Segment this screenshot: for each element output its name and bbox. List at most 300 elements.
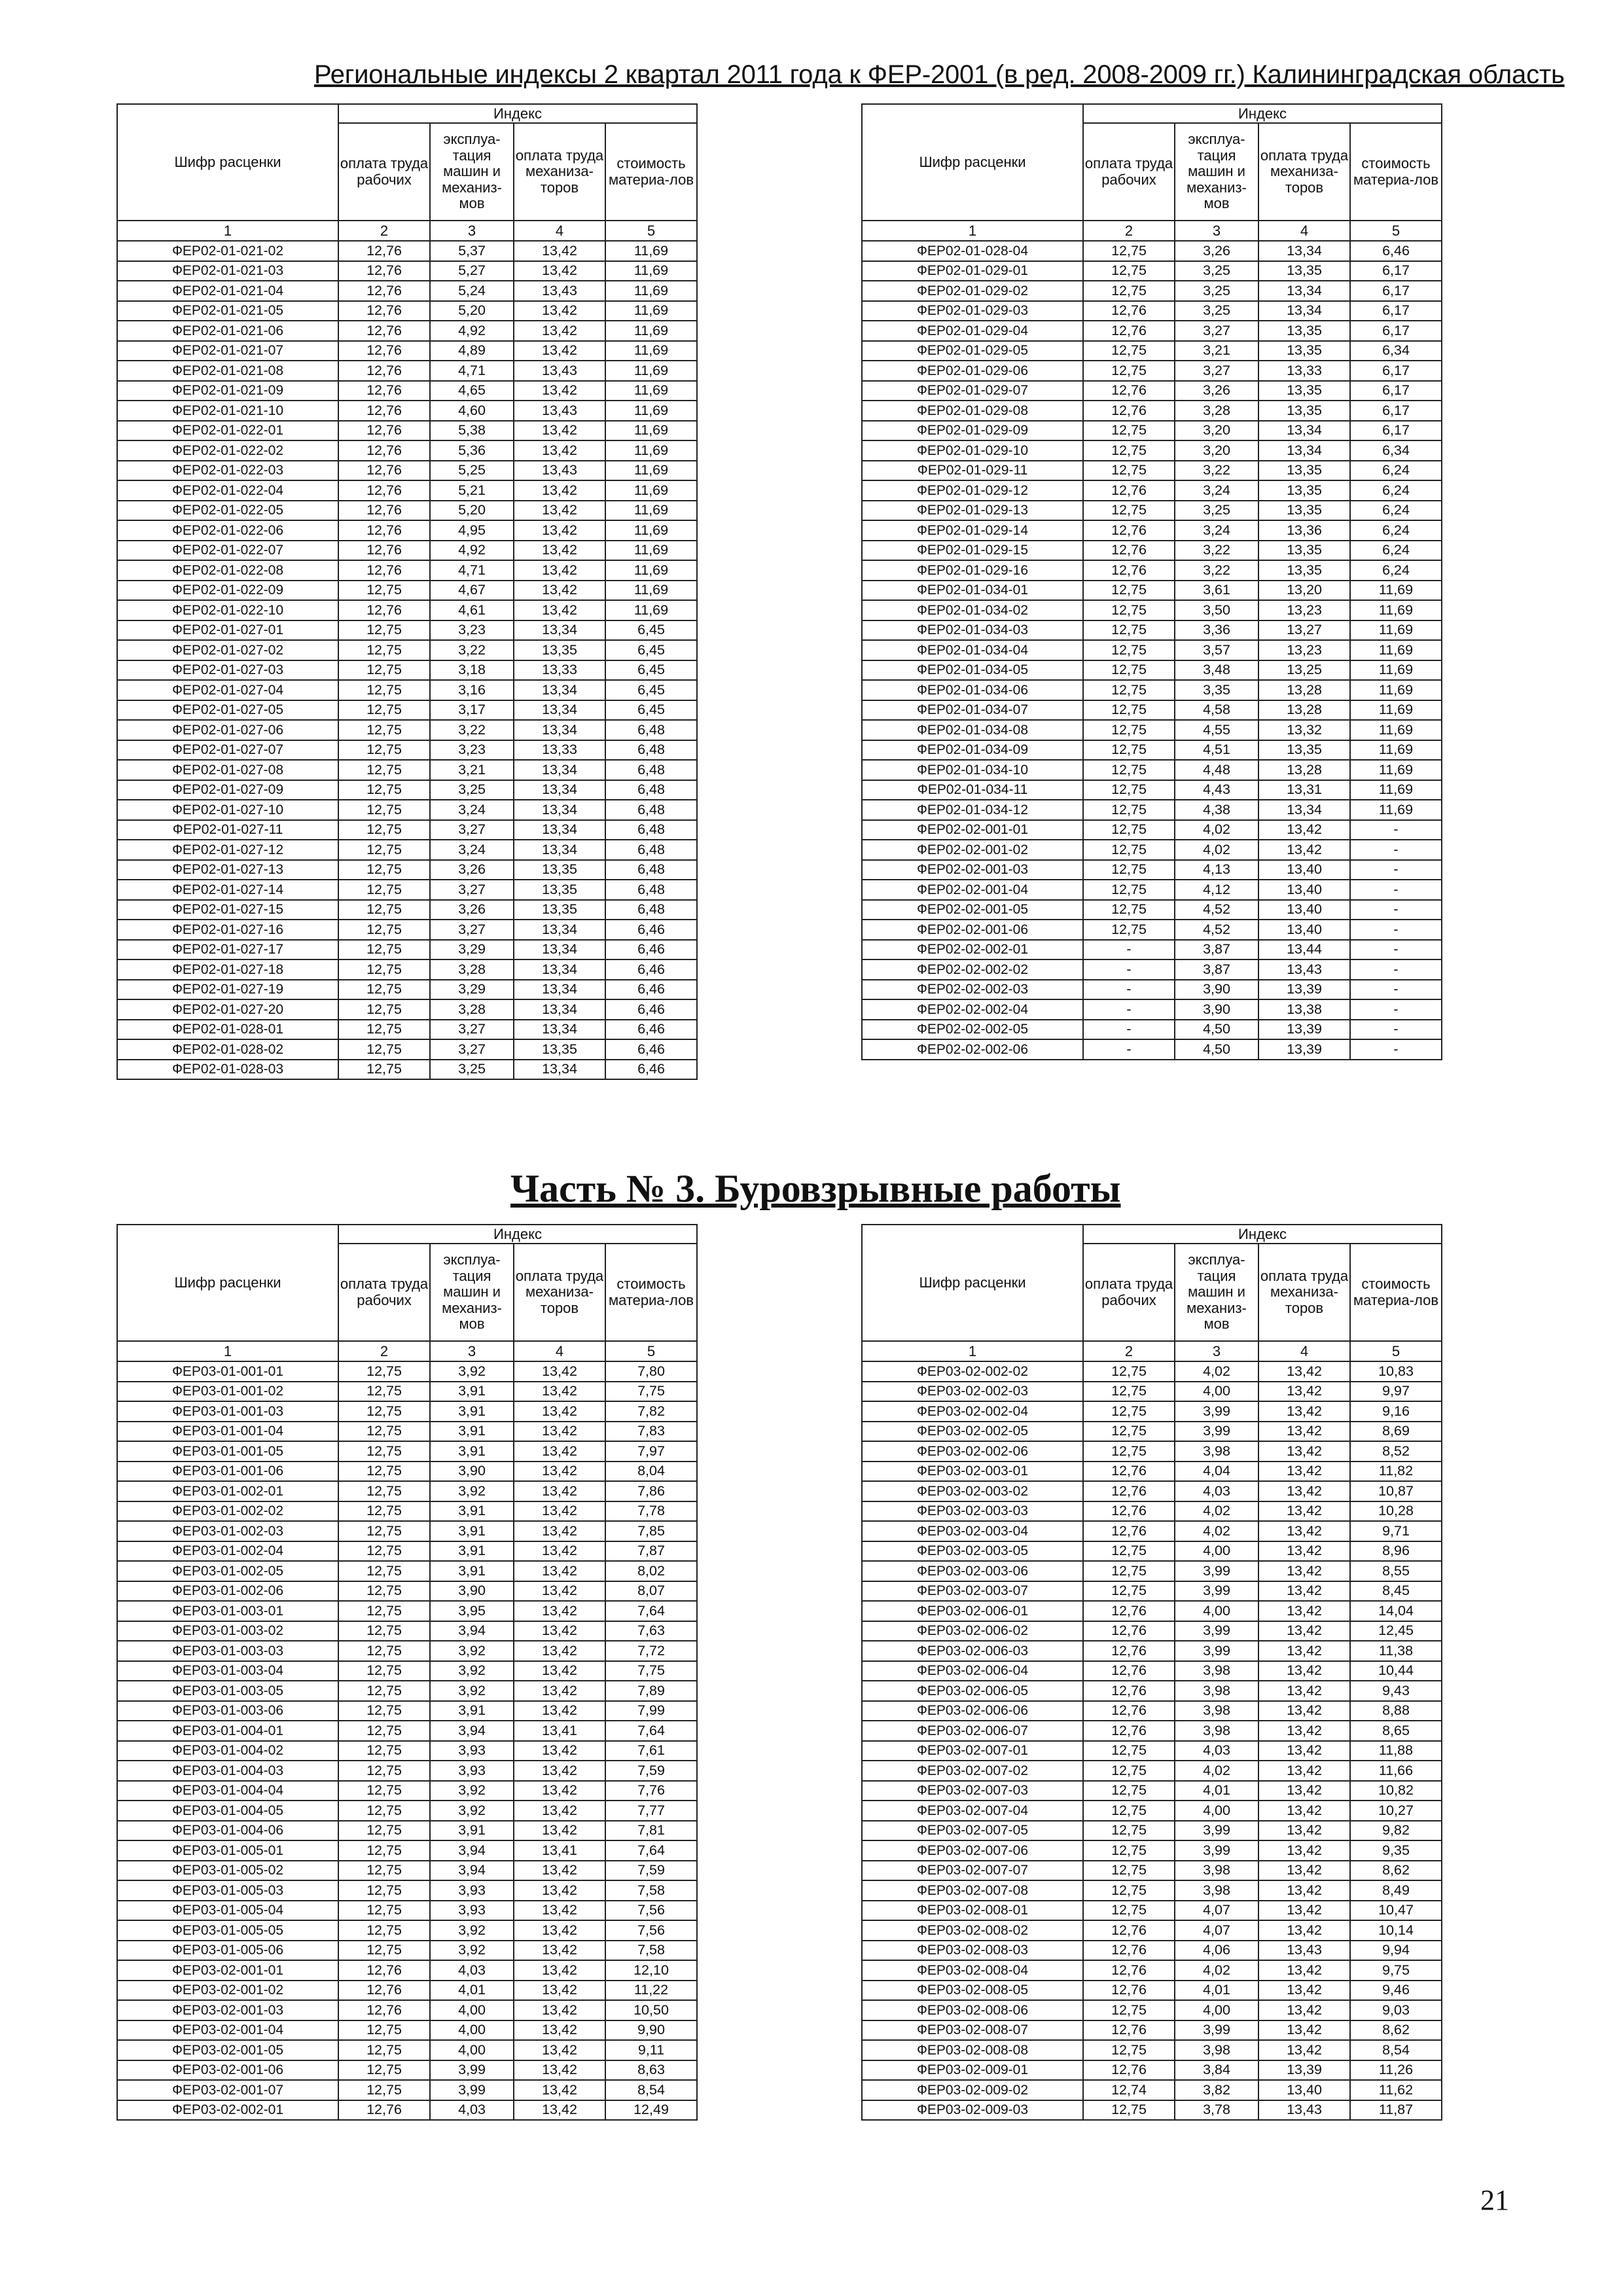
header-index: Индекс bbox=[1083, 104, 1442, 123]
cell-materials: 11,69 bbox=[605, 440, 697, 461]
cell-operators: 13,35 bbox=[1258, 501, 1350, 521]
cell-labor: - bbox=[1083, 960, 1175, 980]
table-row bbox=[862, 1521, 1442, 1541]
cell-code: ФЕР02-01-029-01 bbox=[862, 261, 1083, 281]
table-row bbox=[862, 1741, 1442, 1761]
cell-code: ФЕР03-01-003-06 bbox=[117, 1701, 338, 1721]
cell-code: ФЕР03-02-007-01 bbox=[862, 1741, 1083, 1761]
cell-operators: 13,28 bbox=[1258, 700, 1350, 721]
cell-code: ФЕР03-01-002-01 bbox=[117, 1481, 338, 1501]
cell-materials: 10,27 bbox=[1350, 1801, 1442, 1821]
table-row bbox=[862, 1861, 1442, 1881]
cell-code: ФЕР02-01-029-06 bbox=[862, 361, 1083, 381]
cell-operators: 13,42 bbox=[514, 321, 605, 341]
cell-machines: 3,22 bbox=[1175, 461, 1258, 481]
table-row bbox=[862, 1581, 1442, 1602]
table-row bbox=[862, 261, 1442, 281]
cell-code: ФЕР03-02-008-03 bbox=[862, 1941, 1083, 1961]
cell-machines: 3,27 bbox=[430, 1039, 514, 1060]
cell-materials: 11,69 bbox=[605, 480, 697, 501]
table-row bbox=[862, 520, 1442, 541]
cell-materials: 11,69 bbox=[605, 560, 697, 581]
table-row bbox=[117, 700, 697, 721]
cell-machines: 3,98 bbox=[1175, 1681, 1258, 1701]
cell-code: ФЕР02-01-021-06 bbox=[117, 321, 338, 341]
cell-labor: 12,76 bbox=[338, 421, 430, 441]
cell-machines: 4,01 bbox=[1175, 1781, 1258, 1801]
cell-machines: 3,84 bbox=[1175, 2060, 1258, 2081]
cell-machines: 3,92 bbox=[430, 1481, 514, 1501]
cell-code: ФЕР03-02-001-03 bbox=[117, 2000, 338, 2020]
cell-machines: 3,99 bbox=[430, 2080, 514, 2100]
cell-machines: 4,95 bbox=[430, 520, 514, 541]
cell-machines: 3,99 bbox=[1175, 1621, 1258, 1641]
cell-code: ФЕР03-01-005-03 bbox=[117, 1880, 338, 1901]
cell-operators: 13,42 bbox=[514, 1681, 605, 1701]
cell-code: ФЕР03-02-006-04 bbox=[862, 1661, 1083, 1681]
table-row bbox=[117, 920, 697, 940]
cell-labor: 12,74 bbox=[1083, 2080, 1175, 2100]
cell-operators: 13,42 bbox=[514, 1901, 605, 1921]
cell-operators: 13,42 bbox=[514, 1382, 605, 1402]
cell-machines: 5,20 bbox=[430, 301, 514, 321]
table-row bbox=[862, 301, 1442, 321]
cell-materials: 12,49 bbox=[605, 2100, 697, 2121]
cell-operators: 13,28 bbox=[1258, 680, 1350, 700]
cell-labor: 12,75 bbox=[1083, 261, 1175, 281]
cell-labor: 12,76 bbox=[338, 2000, 430, 2020]
cell-operators: 13,42 bbox=[514, 2060, 605, 2081]
table-row bbox=[117, 401, 697, 421]
cell-machines: 4,00 bbox=[1175, 1601, 1258, 1621]
table-row bbox=[117, 780, 697, 800]
cell-machines: 4,51 bbox=[1175, 740, 1258, 761]
header-col-number: 5 bbox=[605, 1341, 697, 1361]
cell-machines: 3,25 bbox=[430, 780, 514, 800]
cell-operators: 13,38 bbox=[1258, 999, 1350, 1020]
cell-labor: 12,75 bbox=[338, 1861, 430, 1881]
cell-operators: 13,35 bbox=[514, 1039, 605, 1060]
header-code: Шифр расценки bbox=[117, 104, 338, 221]
cell-machines: 5,20 bbox=[430, 501, 514, 521]
cell-machines: 4,71 bbox=[430, 560, 514, 581]
cell-code: ФЕР02-01-021-09 bbox=[117, 381, 338, 401]
cell-machines: 3,99 bbox=[430, 2060, 514, 2081]
cell-operators: 13,31 bbox=[1258, 780, 1350, 800]
table-row bbox=[117, 1781, 697, 1801]
cell-operators: 13,27 bbox=[1258, 620, 1350, 641]
table-row bbox=[117, 1880, 697, 1901]
table-row bbox=[117, 501, 697, 521]
cell-materials: 6,48 bbox=[605, 760, 697, 780]
table-row bbox=[862, 560, 1442, 581]
cell-materials: 11,69 bbox=[1350, 581, 1442, 601]
cell-materials: 10,83 bbox=[1350, 1361, 1442, 1382]
cell-operators: 13,42 bbox=[514, 1581, 605, 1602]
cell-materials: 6,48 bbox=[605, 780, 697, 800]
cell-machines: 3,94 bbox=[430, 1721, 514, 1741]
table-row bbox=[862, 999, 1442, 1020]
cell-code: ФЕР03-01-004-04 bbox=[117, 1781, 338, 1801]
table-row bbox=[862, 960, 1442, 980]
cell-labor: - bbox=[1083, 940, 1175, 960]
table-row bbox=[117, 480, 697, 501]
cell-machines: 3,94 bbox=[430, 1621, 514, 1641]
cell-labor: 12,75 bbox=[338, 1701, 430, 1721]
cell-code: ФЕР02-01-029-13 bbox=[862, 501, 1083, 521]
cell-materials: 11,69 bbox=[605, 241, 697, 261]
cell-operators: 13,42 bbox=[1258, 1880, 1350, 1901]
cell-labor: 12,75 bbox=[338, 880, 430, 900]
table-row bbox=[862, 1821, 1442, 1841]
header-col-number: 4 bbox=[1258, 1341, 1350, 1361]
cell-labor: 12,76 bbox=[1083, 2020, 1175, 2041]
cell-labor: 12,75 bbox=[1083, 581, 1175, 601]
table-row bbox=[117, 1981, 697, 2001]
cell-materials: - bbox=[1350, 1039, 1442, 1060]
cell-labor: 12,76 bbox=[1083, 1462, 1175, 1482]
cell-code: ФЕР02-02-001-05 bbox=[862, 900, 1083, 920]
cell-machines: 3,91 bbox=[430, 1422, 514, 1442]
cell-materials: 6,24 bbox=[1350, 560, 1442, 581]
cell-machines: 3,90 bbox=[430, 1581, 514, 1602]
cell-materials: 11,22 bbox=[605, 1981, 697, 2001]
cell-machines: 3,26 bbox=[1175, 241, 1258, 261]
header-labor: оплата труда рабочих bbox=[1083, 1244, 1175, 1341]
cell-machines: 3,22 bbox=[430, 640, 514, 660]
table-row bbox=[862, 1721, 1442, 1741]
cell-materials: - bbox=[1350, 960, 1442, 980]
cell-operators: 13,42 bbox=[1258, 1541, 1350, 1562]
table-row bbox=[862, 660, 1442, 681]
cell-machines: 4,67 bbox=[430, 581, 514, 601]
cell-materials: 7,75 bbox=[605, 1382, 697, 1402]
cell-operators: 13,42 bbox=[1258, 1422, 1350, 1442]
cell-materials: 6,46 bbox=[605, 1060, 697, 1080]
cell-code: ФЕР02-01-029-02 bbox=[862, 281, 1083, 301]
cell-machines: 3,91 bbox=[430, 1441, 514, 1462]
cell-machines: 4,07 bbox=[1175, 1920, 1258, 1941]
cell-machines: 5,21 bbox=[430, 480, 514, 501]
cell-operators: 13,35 bbox=[1258, 261, 1350, 281]
cell-materials: 7,89 bbox=[605, 1681, 697, 1701]
table-row bbox=[862, 1422, 1442, 1442]
table-row bbox=[117, 301, 697, 321]
cell-labor: 12,76 bbox=[1083, 541, 1175, 561]
table-row bbox=[117, 1661, 697, 1681]
cell-machines: 3,98 bbox=[1175, 1441, 1258, 1462]
cell-labor: 12,75 bbox=[338, 960, 430, 980]
cell-machines: 4,71 bbox=[430, 361, 514, 381]
cell-operators: 13,42 bbox=[1258, 1601, 1350, 1621]
cell-materials: 11,69 bbox=[1350, 680, 1442, 700]
table-row bbox=[862, 780, 1442, 800]
cell-machines: 3,25 bbox=[1175, 261, 1258, 281]
cell-operators: 13,42 bbox=[1258, 1701, 1350, 1721]
cell-labor: 12,76 bbox=[1083, 1941, 1175, 1961]
cell-labor: 12,76 bbox=[338, 241, 430, 261]
cell-machines: 3,36 bbox=[1175, 620, 1258, 641]
cell-materials: 9,94 bbox=[1350, 1941, 1442, 1961]
table-row bbox=[117, 1721, 697, 1741]
cell-machines: 3,90 bbox=[430, 1462, 514, 1482]
cell-operators: 13,43 bbox=[1258, 960, 1350, 980]
cell-materials: 11,62 bbox=[1350, 2080, 1442, 2100]
cell-machines: 3,92 bbox=[430, 1681, 514, 1701]
cell-operators: 13,42 bbox=[514, 381, 605, 401]
cell-materials: 7,86 bbox=[605, 1481, 697, 1501]
header-machines: эксплуа-тация машин и механиз-мов bbox=[430, 1244, 514, 1341]
cell-operators: 13,42 bbox=[1258, 1641, 1350, 1661]
cell-labor: - bbox=[1083, 980, 1175, 1000]
cell-code: ФЕР03-02-001-07 bbox=[117, 2080, 338, 2100]
cell-labor: 12,75 bbox=[338, 2060, 430, 2081]
cell-materials: - bbox=[1350, 900, 1442, 920]
cell-machines: 4,12 bbox=[1175, 880, 1258, 900]
cell-materials: 11,69 bbox=[1350, 780, 1442, 800]
cell-machines: 4,02 bbox=[1175, 820, 1258, 840]
header-col-number: 3 bbox=[1175, 221, 1258, 241]
cell-machines: 4,01 bbox=[430, 1981, 514, 2001]
cell-code: ФЕР03-01-005-05 bbox=[117, 1920, 338, 1941]
cell-materials: 7,87 bbox=[605, 1541, 697, 1562]
cell-materials: 8,45 bbox=[1350, 1581, 1442, 1602]
cell-labor: 12,76 bbox=[1083, 1501, 1175, 1522]
cell-labor: 12,75 bbox=[338, 760, 430, 780]
cell-operators: 13,42 bbox=[1258, 840, 1350, 860]
cell-operators: 13,34 bbox=[1258, 800, 1350, 820]
cell-labor: - bbox=[1083, 1020, 1175, 1040]
cell-operators: 13,42 bbox=[1258, 1861, 1350, 1881]
cell-operators: 13,34 bbox=[514, 720, 605, 740]
cell-machines: 4,55 bbox=[1175, 720, 1258, 740]
page-number: 21 bbox=[1480, 2184, 1509, 2216]
cell-labor: - bbox=[1083, 999, 1175, 1020]
header-code: Шифр расценки bbox=[862, 104, 1083, 221]
cell-labor: 12,76 bbox=[338, 401, 430, 421]
cell-labor: 12,76 bbox=[338, 600, 430, 620]
cell-machines: 3,21 bbox=[430, 760, 514, 780]
cell-materials: 6,34 bbox=[1350, 341, 1442, 361]
table-row bbox=[117, 620, 697, 641]
cell-operators: 13,43 bbox=[514, 361, 605, 381]
cell-code: ФЕР03-02-001-02 bbox=[117, 1981, 338, 2001]
cell-labor: 12,75 bbox=[1083, 1901, 1175, 1921]
cell-code: ФЕР03-02-003-05 bbox=[862, 1541, 1083, 1562]
cell-labor: 12,76 bbox=[1083, 480, 1175, 501]
header-materials: стоимость материа-лов bbox=[605, 1244, 697, 1341]
cell-machines: 3,28 bbox=[430, 960, 514, 980]
header-operators: оплата труда механиза-торов bbox=[514, 1244, 605, 1341]
cell-labor: 12,75 bbox=[338, 1462, 430, 1482]
cell-labor: 12,75 bbox=[338, 920, 430, 940]
table-row bbox=[862, 760, 1442, 780]
cell-machines: 3,22 bbox=[1175, 560, 1258, 581]
table-row bbox=[117, 2100, 697, 2121]
cell-materials: 8,88 bbox=[1350, 1701, 1442, 1721]
cell-machines: 5,24 bbox=[430, 281, 514, 301]
cell-machines: 3,99 bbox=[1175, 1821, 1258, 1841]
cell-labor: 12,76 bbox=[338, 381, 430, 401]
cell-machines: 3,23 bbox=[430, 620, 514, 641]
cell-code: ФЕР03-01-002-03 bbox=[117, 1521, 338, 1541]
cell-machines: 5,37 bbox=[430, 241, 514, 261]
table-row bbox=[117, 800, 697, 820]
cell-code: ФЕР02-01-027-11 bbox=[117, 820, 338, 840]
header-operators: оплата труда механиза-торов bbox=[1258, 123, 1350, 221]
cell-operators: 13,33 bbox=[514, 660, 605, 681]
cell-materials: 7,81 bbox=[605, 1821, 697, 1841]
cell-operators: 13,42 bbox=[514, 2100, 605, 2121]
cell-materials: 11,88 bbox=[1350, 1741, 1442, 1761]
header-col-number: 3 bbox=[430, 1341, 514, 1361]
cell-machines: 3,92 bbox=[430, 1661, 514, 1681]
cell-labor: 12,75 bbox=[1083, 361, 1175, 381]
cell-code: ФЕР02-01-027-18 bbox=[117, 960, 338, 980]
cell-machines: 3,25 bbox=[1175, 301, 1258, 321]
cell-labor: 12,75 bbox=[338, 780, 430, 800]
cell-code: ФЕР03-02-002-04 bbox=[862, 1401, 1083, 1422]
cell-operators: 13,42 bbox=[514, 1561, 605, 1581]
table-row bbox=[117, 381, 697, 401]
cell-labor: 12,76 bbox=[1083, 1481, 1175, 1501]
table-row bbox=[862, 980, 1442, 1000]
cell-code: ФЕР02-02-001-02 bbox=[862, 840, 1083, 860]
cell-materials: 9,35 bbox=[1350, 1840, 1442, 1861]
cell-machines: 3,20 bbox=[1175, 440, 1258, 461]
cell-machines: 3,99 bbox=[1175, 1840, 1258, 1861]
cell-code: ФЕР02-01-029-11 bbox=[862, 461, 1083, 481]
cell-machines: 3,24 bbox=[1175, 520, 1258, 541]
cell-machines: 4,02 bbox=[1175, 1761, 1258, 1781]
table-row bbox=[862, 900, 1442, 920]
cell-machines: 3,98 bbox=[1175, 1661, 1258, 1681]
cell-materials: 11,69 bbox=[1350, 760, 1442, 780]
cell-machines: 3,82 bbox=[1175, 2080, 1258, 2100]
header-col-number: 1 bbox=[862, 221, 1083, 241]
cell-machines: 3,25 bbox=[1175, 501, 1258, 521]
cell-machines: 3,50 bbox=[1175, 600, 1258, 620]
cell-machines: 3,27 bbox=[430, 820, 514, 840]
cell-machines: 4,58 bbox=[1175, 700, 1258, 721]
cell-code: ФЕР02-01-022-05 bbox=[117, 501, 338, 521]
cell-operators: 13,42 bbox=[1258, 1501, 1350, 1522]
cell-machines: 5,27 bbox=[430, 261, 514, 281]
header-col-number: 2 bbox=[338, 1341, 430, 1361]
table-row bbox=[862, 2080, 1442, 2100]
table-row bbox=[117, 341, 697, 361]
cell-code: ФЕР03-01-004-03 bbox=[117, 1761, 338, 1781]
cell-operators: 13,35 bbox=[1258, 381, 1350, 401]
cell-machines: 3,99 bbox=[1175, 1581, 1258, 1602]
table-row bbox=[117, 940, 697, 960]
table-row bbox=[117, 1941, 697, 1961]
cell-materials: 8,04 bbox=[605, 1462, 697, 1482]
header-col-number: 3 bbox=[1175, 1341, 1258, 1361]
cell-code: ФЕР03-02-006-01 bbox=[862, 1601, 1083, 1621]
cell-code: ФЕР02-02-002-04 bbox=[862, 999, 1083, 1020]
table-row bbox=[862, 1920, 1442, 1941]
cell-materials: 6,46 bbox=[605, 920, 697, 940]
cell-labor: 12,75 bbox=[1083, 241, 1175, 261]
cell-machines: 4,13 bbox=[1175, 860, 1258, 880]
cell-operators: 13,42 bbox=[1258, 1462, 1350, 1482]
cell-materials: 10,28 bbox=[1350, 1501, 1442, 1522]
table-row bbox=[862, 461, 1442, 481]
cell-labor: 12,76 bbox=[338, 261, 430, 281]
cell-materials: 8,54 bbox=[605, 2080, 697, 2100]
cell-machines: 3,93 bbox=[430, 1741, 514, 1761]
cell-machines: 4,03 bbox=[430, 2100, 514, 2121]
cell-operators: 13,42 bbox=[514, 2020, 605, 2041]
cell-operators: 13,35 bbox=[1258, 480, 1350, 501]
cell-materials: 11,69 bbox=[605, 600, 697, 620]
cell-materials: 8,63 bbox=[605, 2060, 697, 2081]
cell-code: ФЕР02-01-028-04 bbox=[862, 241, 1083, 261]
cell-code: ФЕР02-01-034-04 bbox=[862, 640, 1083, 660]
table-row bbox=[862, 1901, 1442, 1921]
cell-code: ФЕР03-02-002-03 bbox=[862, 1382, 1083, 1402]
table-row bbox=[117, 241, 697, 261]
cell-operators: 13,42 bbox=[514, 1941, 605, 1961]
cell-operators: 13,34 bbox=[1258, 421, 1350, 441]
cell-operators: 13,42 bbox=[514, 2040, 605, 2060]
table-row bbox=[117, 1361, 697, 1382]
cell-materials: 11,69 bbox=[605, 341, 697, 361]
table-row bbox=[117, 1521, 697, 1541]
cell-materials: 7,80 bbox=[605, 1361, 697, 1382]
cell-code: ФЕР03-01-003-02 bbox=[117, 1621, 338, 1641]
cell-materials: 9,16 bbox=[1350, 1401, 1442, 1422]
cell-machines: 3,92 bbox=[430, 1941, 514, 1961]
table-row bbox=[862, 640, 1442, 660]
cell-materials: 8,02 bbox=[605, 1561, 697, 1581]
cell-operators: 13,42 bbox=[514, 1880, 605, 1901]
cell-labor: 12,75 bbox=[1083, 900, 1175, 920]
cell-labor: 12,75 bbox=[1083, 660, 1175, 681]
cell-machines: 3,95 bbox=[430, 1601, 514, 1621]
header-index: Индекс bbox=[1083, 1225, 1442, 1244]
cell-materials: 6,17 bbox=[1350, 301, 1442, 321]
cell-operators: 13,28 bbox=[1258, 760, 1350, 780]
cell-operators: 13,42 bbox=[1258, 2040, 1350, 2060]
table-row bbox=[117, 421, 697, 441]
cell-labor: 12,76 bbox=[338, 1960, 430, 1981]
table-row bbox=[117, 640, 697, 660]
cell-materials: 11,69 bbox=[605, 520, 697, 541]
cell-materials: 11,69 bbox=[605, 501, 697, 521]
cell-operators: 13,42 bbox=[514, 1781, 605, 1801]
cell-labor: 12,75 bbox=[338, 1601, 430, 1621]
cell-code: ФЕР03-02-009-03 bbox=[862, 2100, 1083, 2121]
cell-labor: 12,76 bbox=[1083, 1960, 1175, 1981]
table-row bbox=[862, 1601, 1442, 1621]
table-row bbox=[117, 1801, 697, 1821]
cell-materials: 7,64 bbox=[605, 1840, 697, 1861]
cell-code: ФЕР03-02-008-07 bbox=[862, 2020, 1083, 2041]
cell-machines: 3,29 bbox=[430, 940, 514, 960]
cell-labor: 12,75 bbox=[338, 1901, 430, 1921]
cell-operators: 13,42 bbox=[514, 1920, 605, 1941]
table-row bbox=[117, 1701, 697, 1721]
cell-labor: 12,76 bbox=[1083, 560, 1175, 581]
cell-labor: 12,75 bbox=[1083, 1861, 1175, 1881]
cell-code: ФЕР02-01-028-02 bbox=[117, 1039, 338, 1060]
cell-labor: 12,75 bbox=[1083, 680, 1175, 700]
table-row bbox=[862, 920, 1442, 940]
cell-machines: 3,99 bbox=[1175, 1641, 1258, 1661]
cell-operators: 13,43 bbox=[514, 461, 605, 481]
